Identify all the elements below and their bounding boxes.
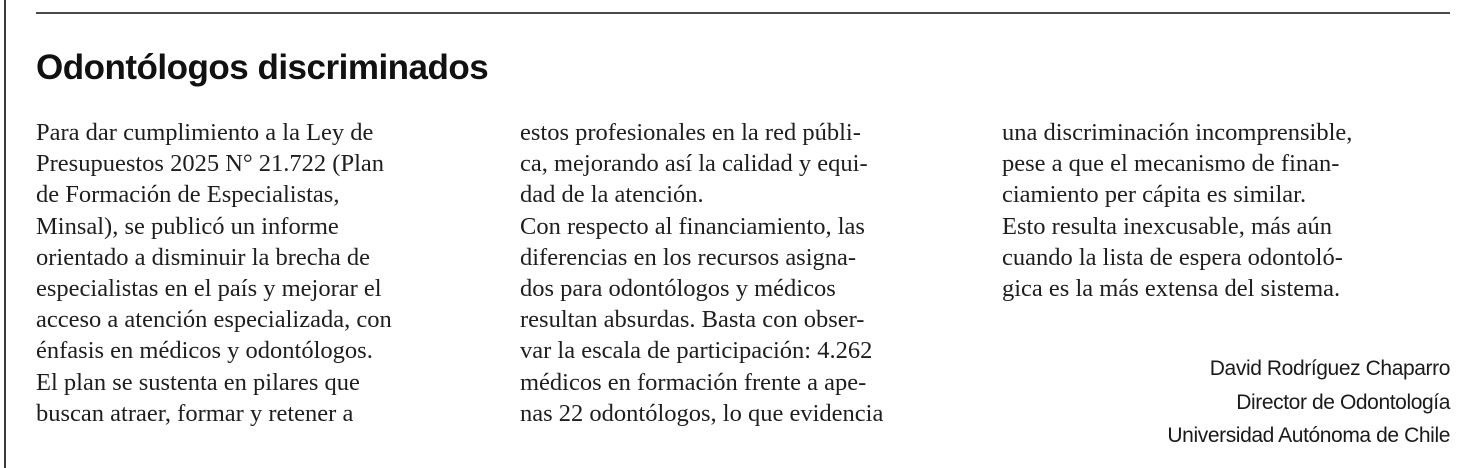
body-line: resultan absurdas. Basta con obser-: [520, 306, 865, 334]
body-line: orientado a disminuir la brecha de: [36, 243, 371, 271]
body-line: dad de la atención.: [520, 181, 704, 209]
body-line: Con respecto al financiamiento, las: [520, 212, 865, 240]
body-line: de Formación de Especialistas,: [36, 181, 340, 209]
body-line: diferencias en los recursos asigna-: [520, 243, 857, 271]
author-institution: Universidad Autónoma de Chile: [1167, 424, 1450, 447]
left-border-rule: [4, 0, 6, 468]
body-line: buscan atraer, formar y retener a: [36, 399, 354, 427]
body-line: El plan se sustenta en pilares que: [36, 368, 360, 396]
body-line: Presupuestos 2025 N° 21.722 (Plan: [36, 150, 385, 178]
body-line: especialistas en el país y mejorar el: [36, 275, 382, 303]
body-line: dos para odontólogos y médicos: [520, 275, 836, 303]
body-line: ciamiento per cápita es similar.: [1002, 181, 1307, 209]
body-line: Esto resulta inexcusable, más aún: [1002, 212, 1332, 240]
article-column-3: [1002, 117, 1462, 304]
body-line: cuando la lista de espera odontoló-: [1002, 243, 1343, 271]
body-line: una discriminación incomprensible,: [1002, 119, 1353, 146]
body-line: acceso a atención especializada, con: [36, 306, 392, 334]
top-divider-rule: [36, 12, 1450, 14]
body-line: ca, mejorando así la calidad y equi-: [520, 150, 868, 178]
body-line: médicos en formación frente a ape-: [520, 368, 867, 396]
body-line: nas 22 odontólogos, lo que evidencia: [520, 399, 884, 427]
article-column-1: [36, 117, 496, 429]
body-line: pese a que el mecanismo de finan-: [1002, 150, 1340, 178]
body-line: var la escala de participación: 4.262: [520, 337, 873, 365]
author-signature: [1167, 352, 1450, 453]
body-line: estos profesionales en la red públi-: [520, 119, 861, 146]
article-column-2: [520, 117, 980, 429]
body-line: Para dar cumplimiento a la Ley de: [36, 119, 374, 146]
body-line: Minsal), se publicó un informe: [36, 212, 339, 240]
author-name: David Rodríguez Chaparro: [1209, 357, 1450, 380]
article-headline: Odontólogos discriminados: [36, 48, 489, 87]
body-line: énfasis en médicos y odontólogos.: [36, 337, 373, 365]
author-title: Director de Odontología: [1236, 390, 1450, 414]
body-line: gica es la más extensa del sistema.: [1002, 275, 1341, 303]
